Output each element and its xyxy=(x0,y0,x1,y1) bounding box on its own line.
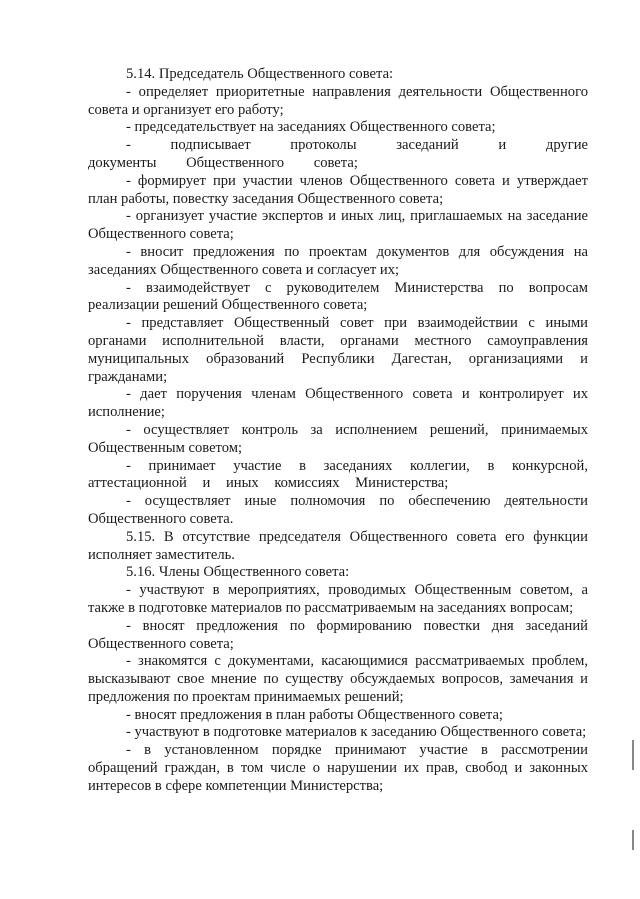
list-item: - в установленном порядке принимают участие в рассмотрении обращений граждан, в том числе о нарушении их прав, свобод и законных интересов в сфере компетенции Министерства; xyxy=(88,742,588,794)
list-item: - организует участие экспертов и иных лиц, приглашаемых на заседание Общественного совета; xyxy=(88,208,588,243)
list-item: - вносит предложения по проектам документов для обсуждения на заседаниях Общественного совета и согласует их; xyxy=(88,243,588,278)
list-item: - взаимодействует с руководителем Министерства по вопросам реализации решений Общественного совета; xyxy=(88,279,588,314)
list-item: - вносят предложения в план работы Общественного совета; xyxy=(126,706,503,723)
list-item: - представляет Общественный совет при взаимодействии с иными органами исполнительной власти, органами местного самоуправления муниципальных образований Республики Дагестан, организациями и гражданами; xyxy=(88,315,588,385)
section-heading-5-14: 5.14. Председатель Общественного совета: xyxy=(126,66,394,82)
list-item: - участвуют в подготовке материалов к заседанию Общественного совета; xyxy=(126,724,587,741)
list-item: - знакомятся с документами, касающимися рассматриваемых проблем, высказывают свое мнение по существу обсуждаемых вопросов, замечания и предложения по проектам принимаемых решений; xyxy=(88,653,588,705)
list-item: - осуществляет контроль за исполнением решений, принимаемых Общественным советом; xyxy=(88,421,588,456)
list-item: - дает поручения членам Общественного совета и контролирует их исполнение; xyxy=(88,386,588,421)
list-item: - вносят предложения по формированию повестки дня заседаний Общественного совета; xyxy=(88,617,588,652)
section-heading-5-16: 5.16. Члены Общественного совета: xyxy=(126,564,350,581)
list-item: - определяет приоритетные направления деятельности Общественного совета и организует его работу; xyxy=(88,83,588,118)
list-item: - принимает участие в заседаниях коллегии, в конкурсной, аттестационной и иных комиссиях Министерства; xyxy=(88,457,588,492)
scan-edge-mark xyxy=(632,830,634,850)
list-item: - подписывает протоколы заседаний и другие документы Общественного совета; xyxy=(88,137,588,171)
list-item: - формирует при участии членов Общественного совета и утверждает план работы, повестку заседания Общественного совета; xyxy=(88,172,588,207)
list-item: - председательствует на заседаниях Общественного совета; xyxy=(126,119,496,136)
list-item: - участвуют в мероприятиях, проводимых Общественным советом, а также в подготовке материалов по рассматриваемым на заседаниях вопросам; xyxy=(88,582,588,616)
document-page xyxy=(88,66,588,796)
scan-edge-mark xyxy=(632,740,634,770)
section-paragraph-5-15: 5.15. В отсутствие председателя Общественного совета его функции исполняет заместитель. xyxy=(88,528,588,563)
list-item: - осуществляет иные полномочия по обеспечению деятельности Общественного совета. xyxy=(88,493,588,527)
